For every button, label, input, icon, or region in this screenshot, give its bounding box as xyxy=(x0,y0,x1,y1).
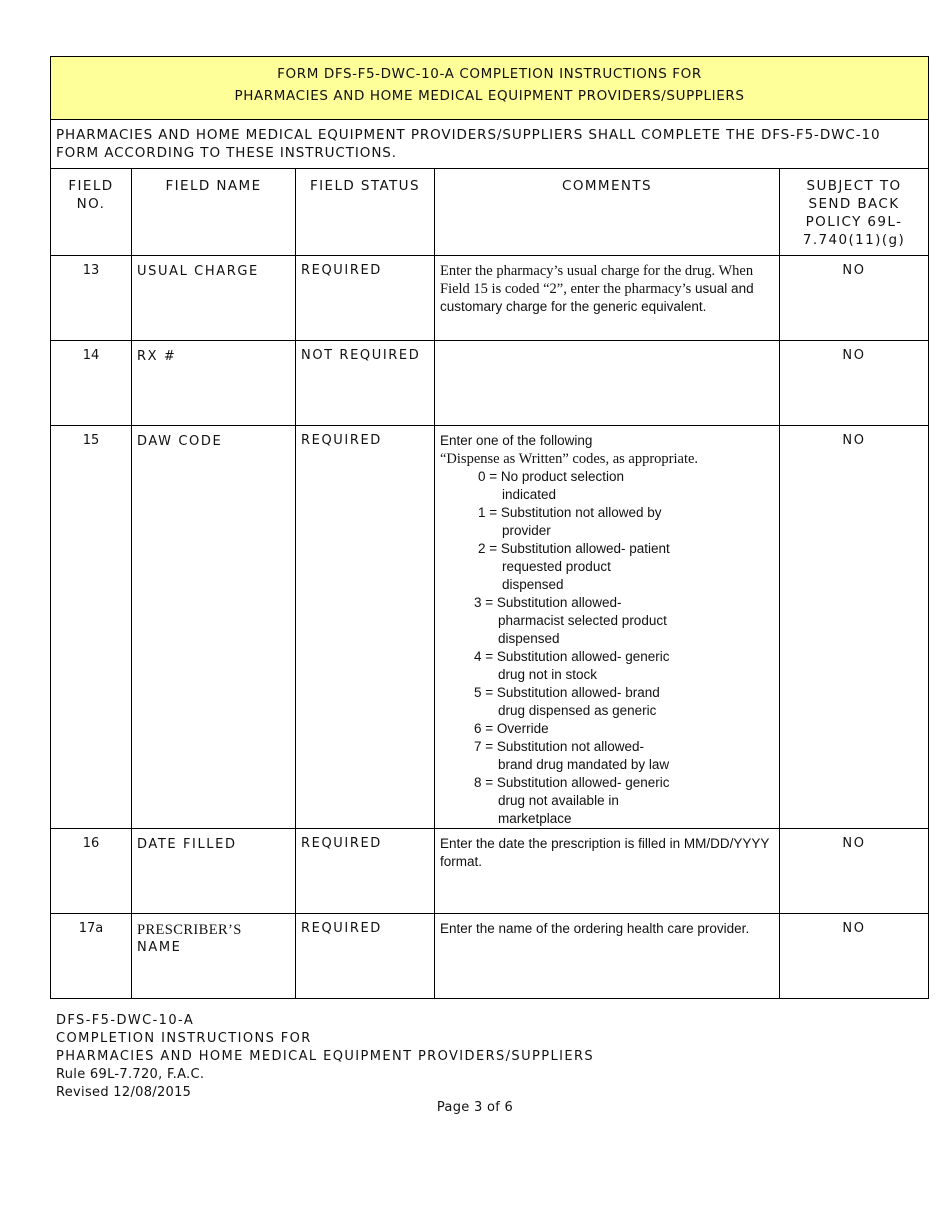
daw-code-item xyxy=(440,540,774,594)
daw-code-continuation: marketplace xyxy=(498,811,572,826)
subject-value: NO xyxy=(780,341,929,426)
field-name: DATE FILLED xyxy=(132,829,296,914)
table-row xyxy=(51,829,929,914)
subject-value: NO xyxy=(780,829,929,914)
field-comment xyxy=(435,341,780,426)
subject-value: NO xyxy=(780,426,929,829)
field-name xyxy=(132,914,296,999)
subject-value: NO xyxy=(780,914,929,999)
daw-code-continuation: requested product xyxy=(502,559,611,574)
daw-code-item xyxy=(440,774,774,828)
table-row xyxy=(51,256,929,341)
daw-code-continuation: drug not in stock xyxy=(498,667,598,682)
daw-code-continuation: brand drug mandated by law xyxy=(498,757,670,772)
header-subject-line1: SUBJECT TO xyxy=(806,178,902,194)
document-footer xyxy=(56,1012,594,1102)
daw-code-lead: 6 = Override xyxy=(474,721,549,736)
field-status: REQUIRED xyxy=(296,829,435,914)
footer-rule: Rule 69L-7.720, F.A.C. xyxy=(56,1067,205,1082)
daw-code-continuation: drug dispensed as generic xyxy=(498,703,657,718)
header-subject-line4: 7.740(11)(g) xyxy=(802,232,906,248)
header-subject-line3: POLICY 69L- xyxy=(805,214,903,230)
field-comment xyxy=(435,426,780,829)
footer-revised: Revised 12/08/2015 xyxy=(56,1085,192,1100)
field-number: 17a xyxy=(51,914,132,999)
daw-code-item xyxy=(440,720,774,738)
form-page xyxy=(50,56,928,999)
field-name-line2: NAME xyxy=(137,940,182,955)
field-name: RX # xyxy=(132,341,296,426)
daw-code-continuation: indicated xyxy=(502,487,557,502)
header-subject-line2: SEND BACK xyxy=(808,196,900,212)
field-status: REQUIRED xyxy=(296,914,435,999)
header-comments: COMMENTS xyxy=(435,169,780,256)
daw-code-item xyxy=(440,468,774,504)
field-number: 16 xyxy=(51,829,132,914)
header-field-status: FIELD STATUS xyxy=(296,169,435,256)
daw-code-lead: 0 = No product selection xyxy=(478,469,624,484)
daw-code-lead: 1 = Substitution not allowed by xyxy=(478,505,662,520)
field-comment: Enter the date the prescription is filled in MM/DD/YYYY format. xyxy=(435,829,780,914)
intro-text: PHARMACIES AND HOME MEDICAL EQUIPMENT PROVIDERS/SUPPLIERS SHALL COMPLETE THE DFS-F5-DWC-10 FORM ACCORDING TO THESE INSTRUCTIONS. xyxy=(51,120,929,169)
header-row xyxy=(51,169,929,256)
form-title xyxy=(51,57,929,120)
field-name-line1: PRESCRIBER’S xyxy=(137,922,242,938)
comment-line-1: Enter one of the following xyxy=(440,433,593,448)
field-status: REQUIRED xyxy=(296,256,435,341)
daw-code-item xyxy=(440,684,774,720)
daw-code-item xyxy=(440,648,774,684)
comment-sans-text: usual and customary charge for the generic equivalent. xyxy=(440,281,754,314)
instructions-table xyxy=(50,56,929,999)
daw-code-item xyxy=(440,594,774,648)
daw-code-item xyxy=(440,738,774,774)
field-status: REQUIRED xyxy=(296,426,435,829)
field-number: 13 xyxy=(51,256,132,341)
header-field-no-line2: NO. xyxy=(76,196,106,212)
subject-value: NO xyxy=(780,256,929,341)
daw-code-lead: 4 = Substitution allowed- generic xyxy=(474,649,670,664)
daw-code-lead: 8 = Substitution allowed- generic xyxy=(474,775,670,790)
field-name: DAW CODE xyxy=(132,426,296,829)
field-status: NOT REQUIRED xyxy=(296,341,435,426)
daw-code-lead: 2 = Substitution allowed- patient xyxy=(478,541,670,556)
daw-code-continuation: drug not available in xyxy=(498,793,619,808)
daw-code-continuation: pharmacist selected product xyxy=(498,613,667,628)
page-number: Page 3 of 6 xyxy=(436,1100,514,1115)
daw-code-item xyxy=(440,504,774,540)
header-field-no xyxy=(51,169,132,256)
field-number: 15 xyxy=(51,426,132,829)
footer-subtitle: PHARMACIES AND HOME MEDICAL EQUIPMENT PROVIDERS/SUPPLIERS xyxy=(56,1049,595,1064)
field-comment xyxy=(435,256,780,341)
comment-line-2: “Dispense as Written” codes, as appropriate. xyxy=(440,451,699,467)
comment-serif-text: Enter the pharmacy’s usual charge for the drug. When Field 15 is coded “2”, enter the pharmacy’s xyxy=(440,263,754,297)
header-subject xyxy=(780,169,929,256)
daw-code-list xyxy=(440,468,774,828)
field-comment: Enter the name of the ordering health care provider. xyxy=(435,914,780,999)
table-row xyxy=(51,914,929,999)
daw-code-lead: 7 = Substitution not allowed- xyxy=(474,739,644,754)
daw-code-continuation: dispensed xyxy=(498,631,560,646)
field-name: USUAL CHARGE xyxy=(132,256,296,341)
daw-code-lead: 3 = Substitution allowed- xyxy=(474,595,622,610)
title-line-2: PHARMACIES AND HOME MEDICAL EQUIPMENT PROVIDERS/SUPPLIERS xyxy=(234,88,745,104)
daw-code-continuation: dispensed xyxy=(502,577,564,592)
title-line-1: FORM DFS-F5-DWC-10-A COMPLETION INSTRUCTIONS FOR xyxy=(277,66,702,82)
table-row xyxy=(51,426,929,829)
field-number: 14 xyxy=(51,341,132,426)
daw-code-continuation: provider xyxy=(502,523,551,538)
footer-form-id: DFS-F5-DWC-10-A xyxy=(56,1013,195,1028)
footer-title: COMPLETION INSTRUCTIONS FOR xyxy=(56,1031,312,1046)
table-row xyxy=(51,341,929,426)
daw-code-lead: 5 = Substitution allowed- brand xyxy=(474,685,660,700)
header-field-no-line1: FIELD xyxy=(68,178,114,194)
header-field-name: FIELD NAME xyxy=(132,169,296,256)
